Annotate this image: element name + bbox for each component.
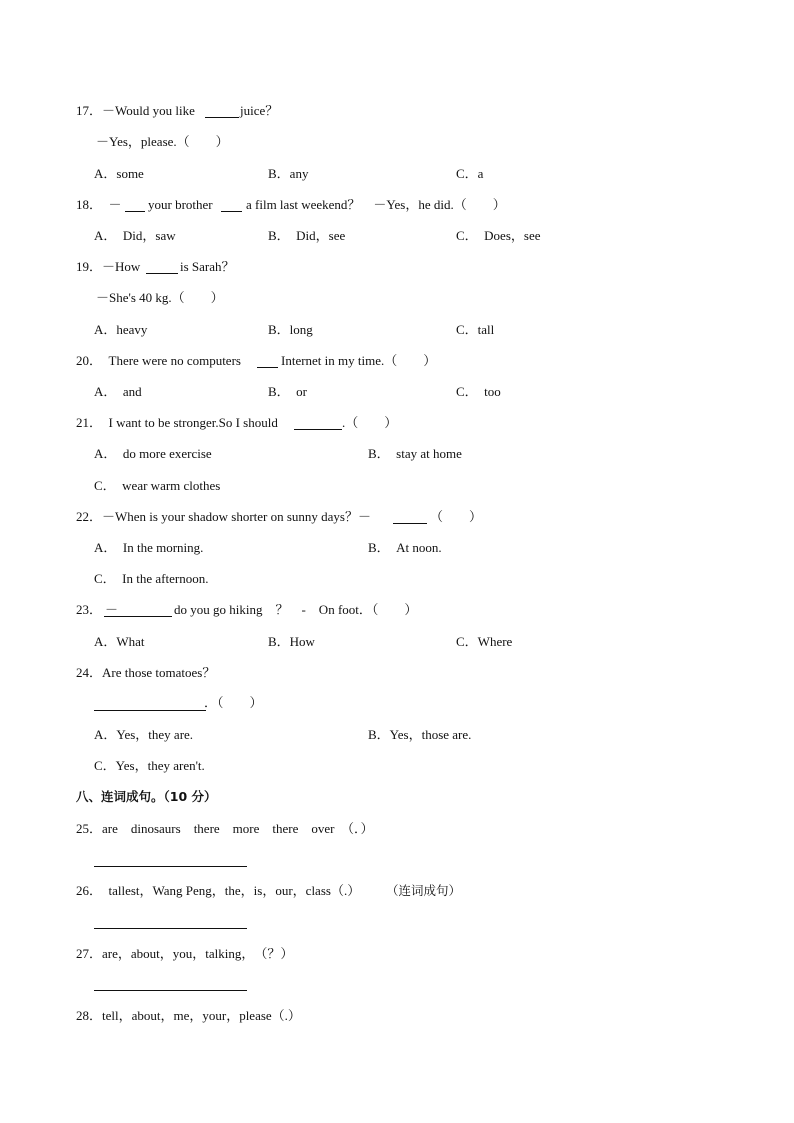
q18-blank-2[interactable] xyxy=(221,211,242,212)
q26-instruction: （连词成句） xyxy=(386,883,462,898)
q25-answer-line[interactable] xyxy=(94,866,247,867)
q23-stem-b: do you go hiking ？ - On foot．（ ） xyxy=(174,602,418,617)
q21-stem-a: 21． I want to be stronger.So I should xyxy=(76,415,278,430)
q20-stem-a: 20． There were no computers xyxy=(76,353,241,368)
q18-stem-a: 18． － xyxy=(76,197,122,212)
q21-option-a[interactable]: A． do more exercise xyxy=(94,446,212,461)
q26-answer-line[interactable] xyxy=(94,928,247,929)
q21-option-b[interactable]: B． stay at home xyxy=(368,446,462,461)
q26-words: 26． tallest，Wang Peng，the，is，our，class（.） xyxy=(76,883,361,898)
q18-stem-c: a film last weekend？ －Yes，he did.（ ） xyxy=(246,197,506,212)
q22-stem-b: （ ） xyxy=(430,509,483,524)
q24-answer-tail: ．（ ） xyxy=(204,695,263,710)
q24-option-a[interactable]: A．Yes，they are. xyxy=(94,727,194,742)
q19-blank[interactable] xyxy=(146,273,178,274)
q27-answer-line[interactable] xyxy=(94,990,247,991)
q19-reply: －She's 40 kg.（ ） xyxy=(96,290,224,305)
q28-words: 28．tell，about，me，your，please（.） xyxy=(76,1008,301,1023)
q17-reply: －Yes，please.（ ） xyxy=(96,134,229,149)
q22-option-a[interactable]: A． In the morning. xyxy=(94,540,204,555)
q17-stem-a: 17．－Would you like xyxy=(76,103,195,118)
q21-blank[interactable] xyxy=(294,429,342,430)
q17-blank[interactable] xyxy=(205,117,239,118)
q23-dash: － xyxy=(105,602,119,617)
q24-stem: 24．Are those tomatoes？ xyxy=(76,665,216,680)
q22-blank[interactable] xyxy=(393,523,427,524)
q23-option-c[interactable]: C．Where xyxy=(456,634,513,649)
q17-stem-b: juice？ xyxy=(240,103,279,118)
q18-stem-b: your brother xyxy=(148,197,213,212)
q18-blank-1[interactable] xyxy=(125,211,145,212)
q24-option-c[interactable]: C．Yes，they aren't. xyxy=(94,758,205,773)
q24-answer-blank[interactable] xyxy=(94,710,206,711)
q17-option-b[interactable]: B．any xyxy=(268,166,309,181)
section-8-title: 八、连词成句。（10 分） xyxy=(76,789,217,804)
q24-option-b[interactable]: B．Yes，those are. xyxy=(368,727,472,742)
q22-option-b[interactable]: B． At noon. xyxy=(368,540,442,555)
q17-option-c[interactable]: C．a xyxy=(456,166,484,181)
q18-option-c[interactable]: C． Does，see xyxy=(456,228,541,243)
q23-option-b[interactable]: B．How xyxy=(268,634,315,649)
q18-option-a[interactable]: A． Did，saw xyxy=(94,228,176,243)
q22-stem-a: 22．－When is your shadow shorter on sunny days？－ xyxy=(76,509,371,524)
q20-blank[interactable] xyxy=(257,367,278,368)
q23-option-a[interactable]: A．What xyxy=(94,634,145,649)
q19-option-b[interactable]: B．long xyxy=(268,322,313,337)
q25-words: 25．are dinosaurs there more there over （．） xyxy=(76,821,374,836)
q21-stem-b: .（ ） xyxy=(342,415,398,430)
q17-option-a[interactable]: A．some xyxy=(94,166,144,181)
q20-stem-b: Internet in my time.（ ） xyxy=(281,353,437,368)
q19-option-c[interactable]: C．tall xyxy=(456,322,495,337)
q23-stem-a: 23． xyxy=(76,602,103,617)
q19-option-a[interactable]: A．heavy xyxy=(94,322,148,337)
q23-blank[interactable] xyxy=(104,616,172,617)
q20-option-c[interactable]: C． too xyxy=(456,384,501,399)
q22-option-c[interactable]: C． In the afternoon. xyxy=(94,571,209,586)
q27-words: 27．are，about，you，talking， （？） xyxy=(76,946,294,961)
q19-stem-b: is Sarah？ xyxy=(180,259,235,274)
q20-option-b[interactable]: B． or xyxy=(268,384,308,399)
q19-stem-a: 19．－How xyxy=(76,259,141,274)
q20-option-a[interactable]: A． and xyxy=(94,384,142,399)
q18-option-b[interactable]: B． Did，see xyxy=(268,228,346,243)
q21-option-c[interactable]: C． wear warm clothes xyxy=(94,478,221,493)
